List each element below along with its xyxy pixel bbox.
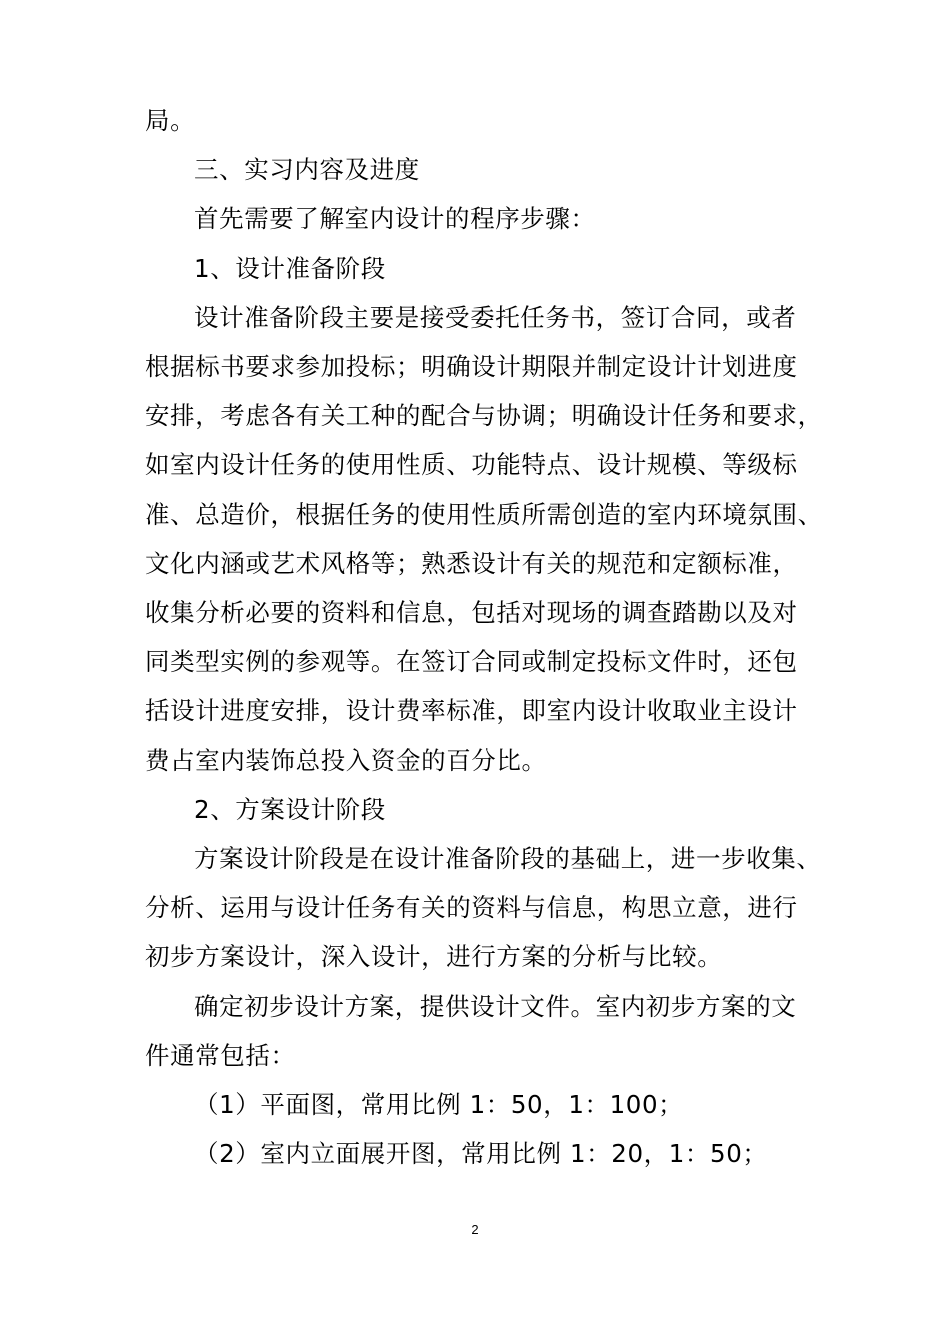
text-line: 安排，考虑各有关工种的配合与协调；明确设计任务和要求， [145,401,823,431]
text-line: 首先需要了解室内设计的程序步骤： [194,204,596,234]
text-line: 同类型实例的参观等。在签订合同或制定投标文件时，还包 [145,647,798,677]
text-line: 确定初步设计方案，提供设计文件。室内初步方案的文 [194,991,797,1021]
text-line: 设计准备阶段主要是接受委托任务书，签订合同，或者 [194,302,797,332]
text-line: 根据标书要求参加投标；明确设计期限并制定设计计划进度 [145,352,798,382]
subsection-heading: 1、设计准备阶段 [194,253,386,283]
list-item: （2）室内立面展开图，常用比例 1：20，1：50； [194,1139,768,1169]
text-line: 如室内设计任务的使用性质、功能特点、设计规模、等级标 [145,450,798,480]
subsection-heading: 2、方案设计阶段 [194,794,386,824]
text-line: 件通常包括： [145,1040,296,1070]
text-line: 文化内涵或艺术风格等；熟悉设计有关的规范和定额标准， [145,548,798,578]
text-line: 准、总造价，根据任务的使用性质所需创造的室内环境氛围、 [145,499,823,529]
text-line: 收集分析必要的资料和信息，包括对现场的调查踏勘以及对 [145,598,798,628]
text-line: 分析、运用与设计任务有关的资料与信息，构思立意，进行 [145,893,798,923]
body-text [145,96,835,1178]
text-line: 费占室内装饰总投入资金的百分比。 [145,745,547,775]
text-line: 括设计进度安排，设计费率标准，即室内设计收取业主设计 [145,696,798,726]
text-line: 初步方案设计，深入设计，进行方案的分析与比较。 [145,942,723,972]
text-line: 方案设计阶段是在设计准备阶段的基础上，进一步收集、 [194,844,822,874]
text-line: 局。 [145,106,196,135]
page-number: 2 [471,1222,479,1237]
list-item: （1）平面图，常用比例 1：50，1：100； [194,1090,684,1120]
section-heading: 三、实习内容及进度 [194,155,420,185]
